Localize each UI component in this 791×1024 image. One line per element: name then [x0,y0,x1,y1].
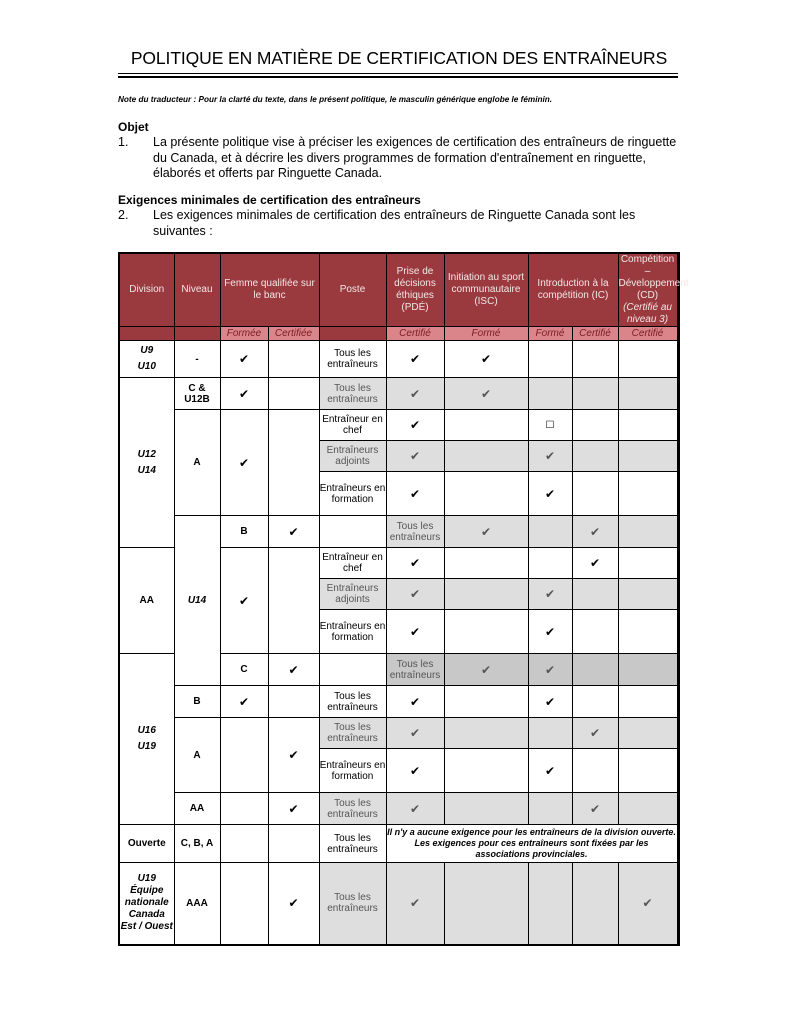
empty-cell [220,718,268,793]
empty-cell [444,579,528,610]
empty-cell [528,378,572,410]
header-pde: Prise de décisions éthiques (PDÉ) [386,253,444,327]
empty-cell [319,516,386,548]
poste-cell: Tous les entraîneurs [386,654,444,686]
subheader-ic-forme: Formé [528,327,572,341]
division-cell: U14 [174,516,220,686]
check-mark: ✔ [268,654,319,686]
poste-cell: Tous les entraîneurs [319,686,386,718]
poste-cell: Entraîneurs en formation [319,749,386,793]
niveau-cell: B [174,686,220,718]
subheader-isc: Formé [444,327,528,341]
check-mark: ✔ [528,686,572,718]
table-row [119,410,679,441]
empty-cell [444,548,528,579]
header-cd-label: Compétition – Développement (CD) [618,254,689,301]
subheader-pde: Certifié [386,327,444,341]
poste-cell: Tous les entraîneurs [319,863,386,945]
empty-cell [618,654,677,686]
header-cd [618,253,689,327]
empty-cell [444,686,528,718]
check-mark: ✔ [572,548,618,579]
empty-cell [444,793,528,825]
check-mark: ✔ [444,378,528,410]
empty-cell [528,863,572,945]
empty-cell [618,718,677,749]
division-cell: U19 Équipe nationale Canada Est / Ouest [119,863,174,945]
subheader-niveau-blank [174,327,220,341]
empty-cell [268,410,319,516]
check-mark: ✔ [386,378,444,410]
niveau-cell: C & U12B [174,378,220,410]
check-mark: ✔ [386,718,444,749]
division-cell [119,378,174,548]
empty-cell [220,825,268,863]
header-femme-qualifiee: Femme qualifiée sur le banc [220,253,319,327]
check-mark: ✔ [220,341,268,378]
poste-cell: Entraîneur en chef [319,548,386,579]
empty-cell [618,516,677,548]
translator-note: Note du traducteur : Pour la clarté du texte, dans le présent politique, le masculin générique englobe le féminin. [118,95,553,104]
empty-cell [220,863,268,945]
empty-cell [572,686,618,718]
empty-cell [572,579,618,610]
check-mark: ✔ [444,341,528,378]
poste-cell: Tous les entraîneurs [319,793,386,825]
empty-cell [618,341,677,378]
check-mark: ✔ [572,793,618,825]
empty-cell [572,472,618,516]
empty-cell [528,793,572,825]
empty-cell [528,548,572,579]
empty-cell [677,516,679,548]
table-row [119,516,679,548]
check-mark: ✔ [386,793,444,825]
check-mark: ✔ [220,410,268,516]
empty-cell [268,686,319,718]
check-mark: ✔ [268,793,319,825]
empty-cell [618,378,677,410]
check-mark: ✔ [268,516,319,548]
objet-number: 1. [118,135,129,149]
objet-text: La présente politique vise à préciser les exigences de certification des entraîneurs de ringuette du Canada, et à décrire les divers programmes de formation d'entraînement en ringuette, élaborés et offerts par Ringuette Canada. [153,135,677,180]
division-label: U12 [137,448,156,460]
niveau-cell: A [174,718,220,793]
empty-cell [572,441,618,472]
empty-cell [572,610,618,654]
empty-cell [444,749,528,793]
empty-cell [220,793,268,825]
box-mark: ☐ [528,410,572,441]
poste-cell: Entraîneurs adjoints [319,441,386,472]
subheader-femme-formee: Formée [220,327,268,341]
check-mark: ✔ [386,410,444,441]
empty-cell [444,410,528,441]
objet-heading: Objet [118,120,149,134]
niveau-cell: AA [119,548,174,654]
header-division: Division [119,253,174,327]
check-mark: ✔ [220,378,268,410]
check-mark: ✔ [528,654,572,686]
empty-cell [444,441,528,472]
division-cell [119,341,174,378]
header-poste: Poste [319,253,386,327]
check-mark: ✔ [572,516,618,548]
check-mark: ✔ [444,516,528,548]
division-label: U14 [137,464,156,476]
check-mark: ✔ [386,863,444,945]
exigences-paragraph [118,208,678,240]
poste-cell: Tous les entraîneurs [319,825,386,863]
exigences-text: Les exigences minimales de certification des entraîneurs de Ringuette Canada sont les suivantes : [153,208,636,238]
check-mark: ✔ [268,863,319,945]
empty-cell [618,610,677,654]
check-mark: ✔ [386,472,444,516]
poste-cell: Entraîneurs en formation [319,610,386,654]
check-mark: ✔ [268,718,319,793]
empty-cell [572,749,618,793]
division-label: U16 [137,725,156,736]
table-row [119,378,679,410]
exigences-number: 2. [118,208,129,222]
division-cell: Ouverte [119,825,174,863]
empty-cell [618,793,677,825]
check-mark: ✔ [386,686,444,718]
certification-table [118,252,689,946]
check-mark: ✔ [528,472,572,516]
empty-cell [618,472,677,516]
poste-cell: Entraîneurs adjoints [319,579,386,610]
empty-cell [268,341,319,378]
poste-cell: Tous les entraîneurs [386,516,444,548]
subheader-cd: Certifié [618,327,677,341]
poste-cell: Entraîneurs en formation [319,472,386,516]
niveau-cell: - [174,341,220,378]
check-mark: ✔ [444,654,528,686]
poste-cell: Tous les entraîneurs [319,341,386,378]
empty-cell [444,863,528,945]
table-row [119,825,679,863]
header-isc: Initiation au sport communautaire (ISC) [444,253,528,327]
division-cell [119,654,174,825]
empty-cell [572,378,618,410]
check-mark: ✔ [528,441,572,472]
objet-paragraph [118,135,678,183]
ouverte-note: Il n'y a aucune exigence pour les entraîneurs de la division ouverte. Les exigences pour ces entraîneurs sont fixées par les associations provinciales. [386,825,677,863]
empty-cell [618,579,677,610]
exigences-heading: Exigences minimales de certification des entraîneurs [118,193,421,207]
empty-cell [618,686,677,718]
niveau-cell: C, B, A [174,825,220,863]
check-mark: ✔ [386,341,444,378]
title-rule-thick [118,76,678,78]
title-rule [118,73,678,74]
empty-cell [444,472,528,516]
empty-cell [618,749,677,793]
subheader-femme-certifiee: Certifiée [268,327,319,341]
empty-cell [618,441,677,472]
empty-cell [677,654,679,686]
division-label: U19 [137,741,156,752]
niveau-cell: C [220,654,268,686]
empty-cell [268,548,319,654]
empty-cell [618,548,677,579]
check-mark: ✔ [220,548,268,654]
empty-cell [572,341,618,378]
subheader-division-blank [119,327,174,341]
header-niveau: Niveau [174,253,220,327]
niveau-cell: B [220,516,268,548]
empty-cell [572,410,618,441]
check-mark: ✔ [220,686,268,718]
division-label: U9 [140,345,154,356]
subheader-ic-certifie: Certifié [572,327,618,341]
page-title: POLITIQUE EN MATIÈRE DE CERTIFICATION DES ENTRAÎNEURS [130,48,668,68]
division-label: U10 [137,361,156,372]
table-row [119,341,679,378]
check-mark: ✔ [386,749,444,793]
empty-cell [444,718,528,749]
poste-cell: Tous les entraîneurs [319,378,386,410]
table-row [119,793,679,825]
empty-cell [268,825,319,863]
table-row [119,686,679,718]
check-mark: ✔ [386,548,444,579]
empty-cell [319,654,386,686]
empty-cell [618,410,677,441]
subheader-poste-blank [319,327,386,341]
poste-cell: Tous les entraîneurs [319,718,386,749]
header-cd-note: (Certifié au niveau 3) [623,302,672,325]
check-mark: ✔ [528,610,572,654]
empty-cell [572,863,618,945]
header-ic: Introduction à la compétition (IC) [528,253,618,327]
check-mark: ✔ [386,441,444,472]
check-mark: ✔ [386,610,444,654]
table-row [119,863,679,945]
empty-cell [444,610,528,654]
niveau-cell: AAA [174,863,220,945]
check-mark: ✔ [528,579,572,610]
check-mark: ✔ [618,863,677,945]
check-mark: ✔ [386,579,444,610]
niveau-cell: A [174,410,220,516]
empty-cell [572,654,618,686]
empty-cell [528,718,572,749]
empty-cell [528,341,572,378]
empty-cell [528,516,572,548]
niveau-cell: AA [174,793,220,825]
check-mark: ✔ [572,718,618,749]
empty-cell [268,378,319,410]
poste-cell: Entraîneur en chef [319,410,386,441]
table-row [119,718,679,749]
check-mark: ✔ [528,749,572,793]
